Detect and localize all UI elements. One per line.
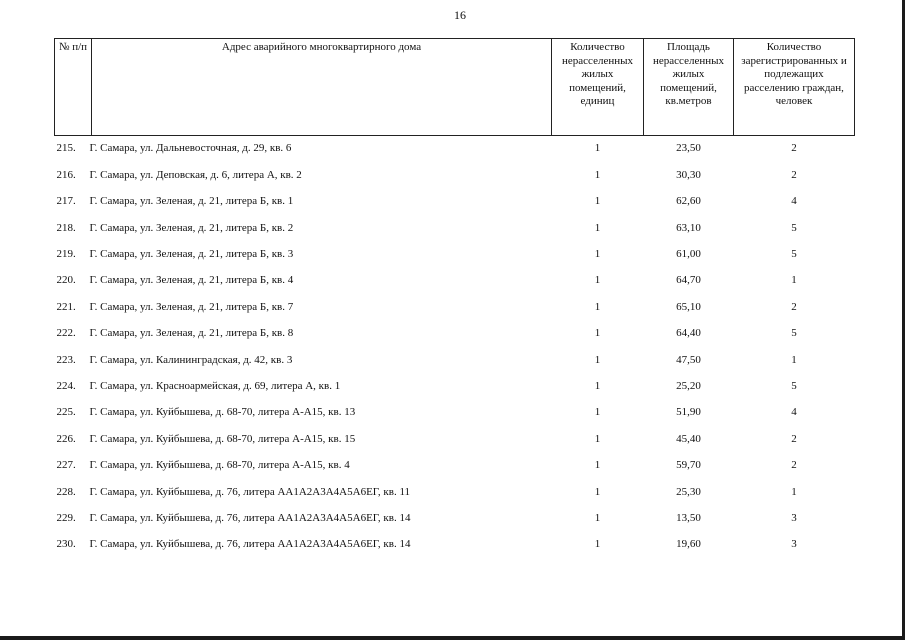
row-address: Г. Самара, ул. Зеленая, д. 21, литера Б, кв. 8 (89, 327, 294, 340)
table-row (55, 400, 855, 426)
area-cell: 47,50 (676, 353, 701, 366)
people-cell: 2 (791, 142, 797, 155)
address-cell (55, 426, 552, 452)
address-cell (55, 532, 552, 558)
people-cell: 4 (791, 406, 797, 419)
area-cell: 59,70 (676, 459, 701, 472)
row-address: Г. Самара, ул. Зеленая, д. 21, литера Б, кв. 7 (89, 300, 294, 313)
area-cell: 19,60 (676, 538, 701, 551)
area-cell: 63,10 (676, 221, 701, 234)
row-address: Г. Самара, ул. Куйбышева, д. 76, литера АА1А2А3А4А5А6ЕГ, кв. 14 (89, 511, 411, 524)
header-num: № п/п (55, 39, 92, 136)
rooms-cell: 1 (594, 511, 601, 524)
area-cell: 13,50 (676, 511, 701, 524)
table-row (55, 347, 855, 373)
people-cell: 3 (791, 538, 797, 551)
row-address: Г. Самара, ул. Зеленая, д. 21, литера Б, кв. 2 (89, 221, 294, 234)
address-cell (55, 162, 552, 188)
row-number: 229. (56, 511, 76, 524)
people-cell: 2 (791, 300, 797, 313)
address-cell (55, 136, 552, 163)
people-cell: 1 (791, 485, 797, 498)
address-cell (55, 400, 552, 426)
area-cell: 25,30 (676, 485, 701, 498)
row-number: 222. (56, 327, 76, 340)
address-cell (55, 479, 552, 505)
row-address: Г. Самара, ул. Куйбышева, д. 68-70, литера А-А15, кв. 4 (89, 459, 350, 472)
row-number: 224. (56, 379, 76, 392)
row-address: Г. Самара, ул. Зеленая, д. 21, литера Б, кв. 3 (89, 248, 294, 260)
row-number: 228. (56, 485, 76, 498)
area-cell: 62,60 (676, 195, 701, 208)
table-row (55, 453, 855, 479)
row-number: 225. (56, 406, 76, 419)
people-cell: 2 (791, 459, 797, 472)
table-row (55, 136, 855, 163)
address-cell (55, 215, 552, 241)
row-address: Г. Самара, ул. Куйбышева, д. 68-70, литера А-А15, кв. 13 (89, 406, 356, 419)
rooms-cell: 1 (594, 459, 601, 472)
rooms-cell: 1 (594, 248, 601, 260)
people-cell: 1 (791, 353, 797, 366)
table-row (55, 294, 855, 320)
row-address: Г. Самара, ул. Зеленая, д. 21, литера Б, кв. 4 (89, 274, 294, 287)
rooms-cell: 1 (594, 300, 601, 313)
row-number: 215. (56, 142, 76, 155)
address-cell (55, 294, 552, 320)
people-cell: 5 (791, 327, 797, 340)
row-address: Г. Самара, ул. Дальневосточная, д. 29, кв. 6 (89, 142, 292, 155)
area-cell: 64,40 (676, 327, 701, 340)
rooms-cell: 1 (594, 379, 601, 392)
rooms-cell: 1 (594, 538, 601, 551)
table-row (55, 268, 855, 294)
row-address: Г. Самара, ул. Куйбышева, д. 68-70, литера А-А15, кв. 15 (89, 432, 356, 445)
row-number: 226. (56, 432, 76, 445)
row-number: 221. (56, 300, 76, 313)
table-row (55, 162, 855, 188)
people-cell: 3 (791, 511, 797, 524)
rooms-cell: 1 (594, 327, 601, 340)
row-address: Г. Самара, ул. Зеленая, д. 21, литера Б, кв. 1 (89, 195, 294, 208)
rooms-cell: 1 (594, 195, 601, 208)
address-cell (55, 268, 552, 294)
address-cell (55, 347, 552, 373)
area-cell: 30,30 (676, 168, 701, 181)
area-cell: 45,40 (676, 432, 701, 445)
rooms-cell: 1 (594, 353, 601, 366)
table-row (55, 321, 855, 347)
address-cell (55, 189, 552, 215)
people-cell: 4 (791, 195, 797, 208)
table-row (55, 215, 855, 241)
row-address: Г. Самара, ул. Красноармейская, д. 69, литера А, кв. 1 (89, 379, 341, 392)
people-cell: 5 (791, 248, 797, 260)
row-number: 216. (56, 168, 76, 181)
area-cell: 65,10 (676, 300, 701, 313)
address-cell (55, 505, 552, 531)
rooms-cell: 1 (594, 406, 601, 419)
address-cell (55, 453, 552, 479)
row-number: 227. (56, 459, 76, 472)
row-address: Г. Самара, ул. Калининградская, д. 42, кв. 3 (89, 353, 293, 366)
row-number: 223. (56, 353, 76, 366)
rooms-cell: 1 (594, 485, 601, 498)
area-cell: 23,50 (676, 142, 701, 155)
header-rooms: Количество нерасселенных жилых помещений, единиц (552, 39, 644, 136)
table-header-row (55, 39, 855, 136)
rooms-cell: 1 (594, 168, 601, 181)
people-cell: 2 (791, 432, 797, 445)
row-number: 219. (56, 248, 76, 260)
row-address: Г. Самара, ул. Деповская, д. 6, литера А, кв. 2 (89, 168, 302, 181)
address-cell (55, 374, 552, 400)
header-area: Площадь нерасселенных жилых помещений, кв.метров (644, 39, 734, 136)
address-cell (55, 321, 552, 347)
row-number: 217. (56, 195, 76, 208)
people-cell: 5 (791, 379, 797, 392)
table-row (55, 374, 855, 400)
people-cell: 2 (791, 168, 797, 181)
rooms-cell: 1 (594, 221, 601, 234)
row-address: Г. Самара, ул. Куйбышева, д. 76, литера АА1А2А3А4А5А6ЕГ, кв. 11 (89, 485, 411, 498)
area-cell: 64,70 (676, 274, 701, 287)
address-cell (55, 242, 552, 268)
table-row (55, 532, 855, 558)
area-cell: 25,20 (676, 379, 701, 392)
page-number: 16 (454, 8, 466, 22)
area-cell: 51,90 (676, 406, 701, 419)
rooms-cell: 1 (594, 274, 601, 287)
row-number: 230. (56, 538, 76, 551)
rooms-cell: 1 (594, 432, 601, 445)
row-address: Г. Самара, ул. Куйбышева, д. 76, литера АА1А2А3А4А5А6ЕГ, кв. 14 (89, 538, 411, 551)
people-cell: 5 (791, 221, 797, 234)
table-row (55, 426, 855, 452)
scan-bottom-edge (0, 636, 905, 640)
header-people: Количество зарегистрированных и подлежащих расселению граждан, человек (734, 39, 855, 136)
table-row (55, 189, 855, 215)
table-row (55, 242, 855, 268)
people-cell: 1 (791, 274, 797, 287)
table-body (55, 136, 855, 559)
table-row (55, 505, 855, 531)
housing-table (54, 38, 855, 558)
row-number: 220. (56, 274, 76, 287)
row-number: 218. (56, 221, 76, 234)
rooms-cell: 1 (594, 142, 601, 155)
table-row (55, 479, 855, 505)
header-address: Адрес аварийного многоквартирного дома (92, 39, 552, 136)
area-cell: 61,00 (676, 248, 701, 260)
